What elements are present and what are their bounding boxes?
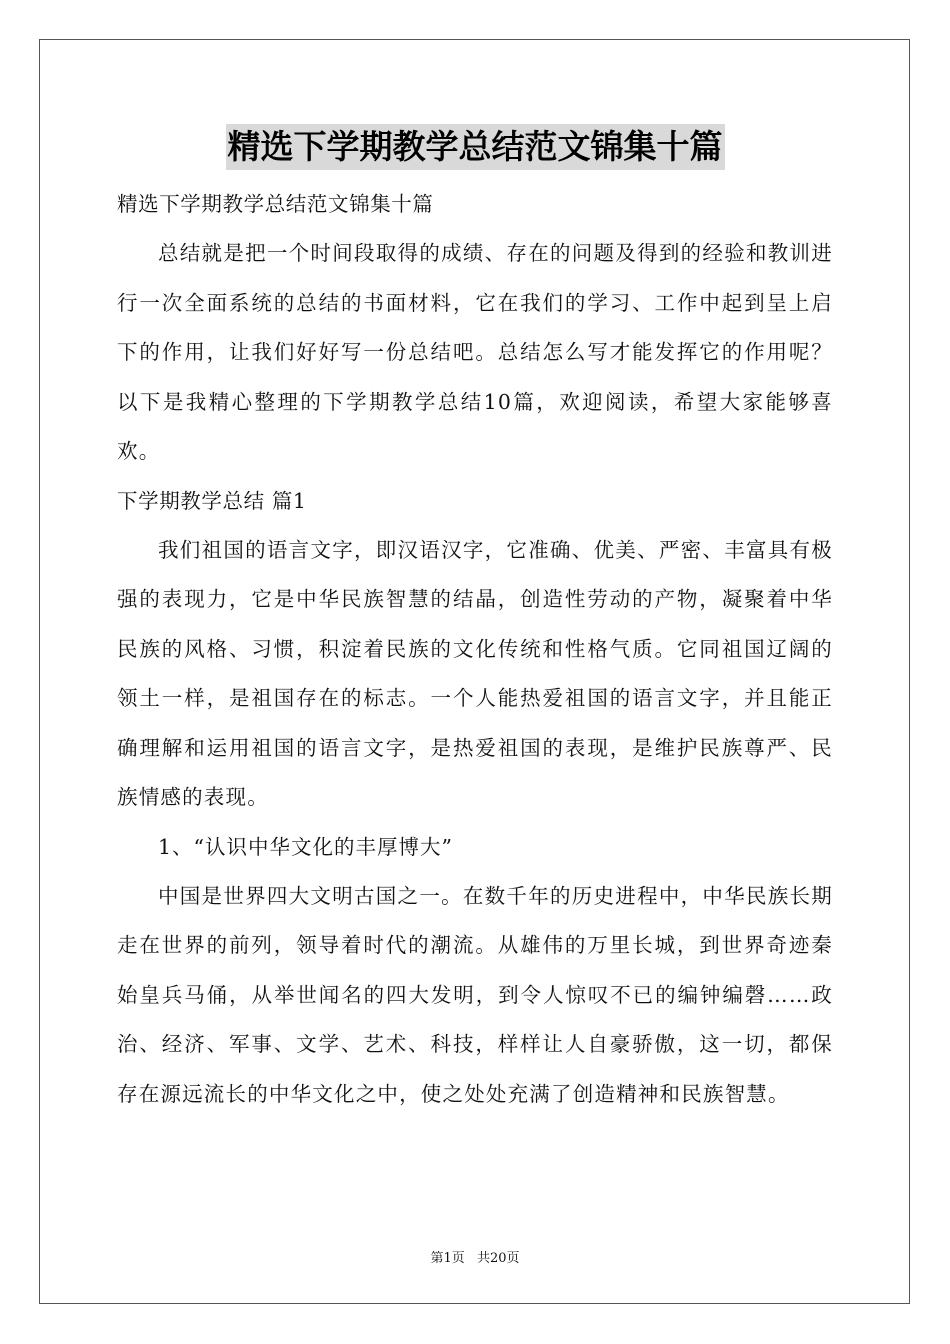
page-number: 第1页 (430, 1251, 465, 1266)
intro-paragraph: 总结就是把一个时间段取得的成绩、存在的问题及得到的经验和教训进行一次全面系统的总结的书面材料，它在我们的学习、工作中起到呈上启下的作用，让我们好好写一份总结吧。总结怎么写才能发挥它的作用呢？以下是我精心整理的下学期教学总结10篇，欢迎阅读，希望大家能够喜欢。 (117, 241, 833, 463)
page-footer (0, 1247, 950, 1266)
page-total: 共20页 (476, 1251, 520, 1266)
document-body (117, 180, 833, 1119)
document-subtitle: 精选下学期教学总结范文锦集十篇 (117, 192, 434, 216)
document-title: 精选下学期教学总结范文锦集十篇 (226, 124, 725, 170)
title-container (0, 124, 950, 170)
section-paragraph: 我们祖国的语言文字，即汉语汉字，它准确、优美、严密、丰富具有极强的表现力，它是中华民族智慧的结晶，创造性劳动的产物，凝聚着中华民族的风格、习惯，积淀着民族的文化传统和性格气质。它同祖国辽阔的领土一样，是祖国存在的标志。一个人能热爱祖国的语言文字，并且能正确理解和运用祖国的语言文字，是热爱祖国的表现，是维护民族尊严、民族情感的表现。 (117, 537, 833, 809)
section-heading: 下学期教学总结 篇1 (117, 488, 307, 513)
item-heading: 1、“认识中华文化的丰厚博大” (158, 834, 454, 859)
item-paragraph: 中国是世界四大文明古国之一。在数千年的历史进程中，中华民族长期走在世界的前列，领导着时代的潮流。从雄伟的万里长城，到世界奇迹秦始皇兵马俑，从举世闻名的四大发明，到令人惊叹不已的编钟编磬……政治、经济、军事、文学、艺术、科技，样样让人自豪骄傲，这一切，都保存在源远流长的中华文化之中，使之处处充满了创造精神和民族智慧。 (117, 883, 833, 1106)
